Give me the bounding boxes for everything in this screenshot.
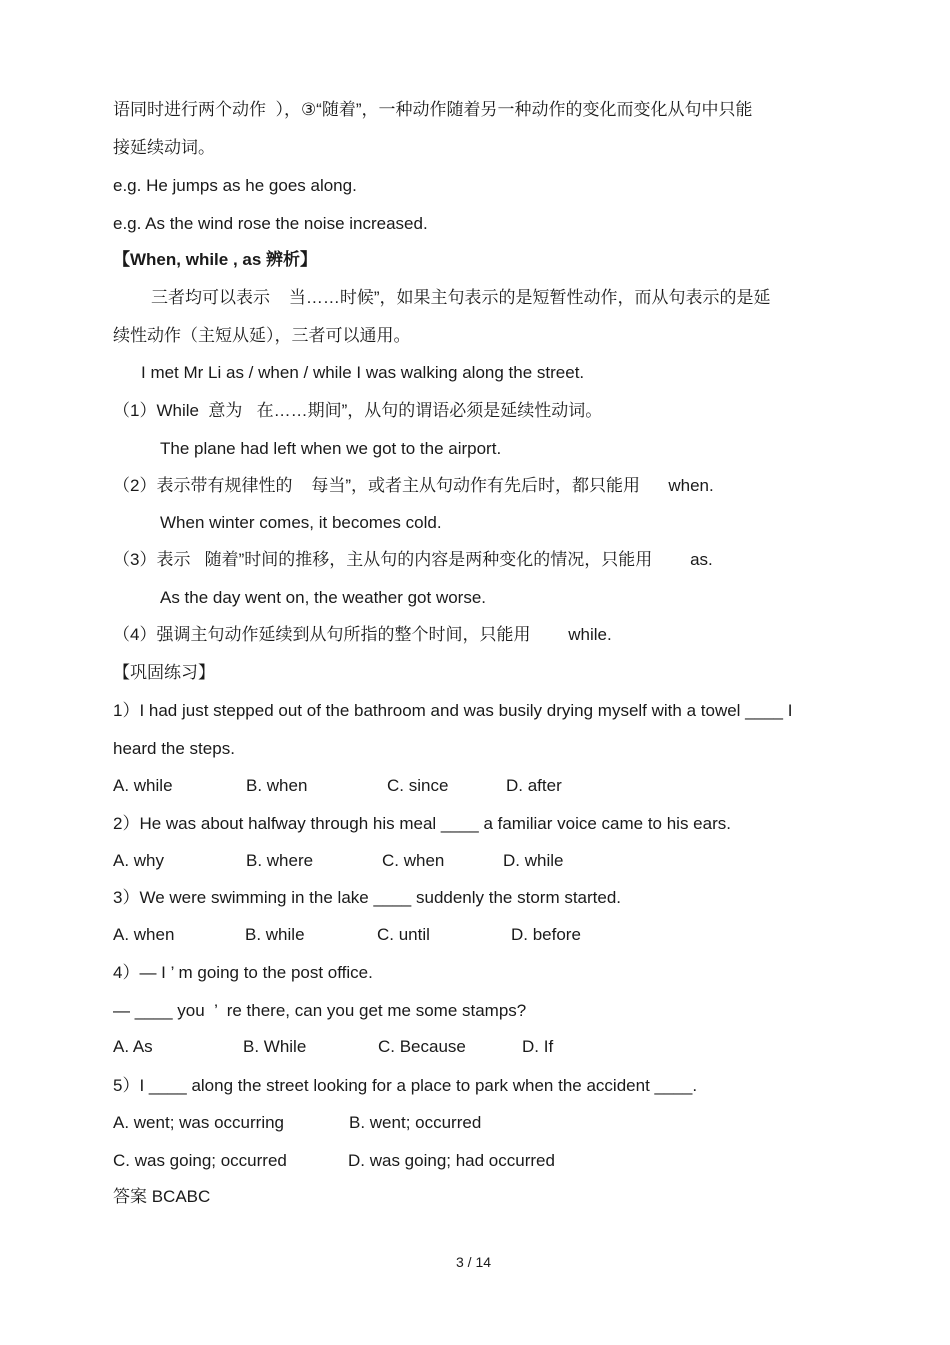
example-sentence: e.g. He jumps as he goes along. [113, 176, 357, 195]
option-d: D. while [503, 851, 564, 870]
example-sentence: The plane had left when we got to the airport. [160, 439, 502, 458]
question-text: 3）We were swimming in the lake ____ suddenly the storm started. [113, 888, 622, 907]
text-line: 续性动作（主短从延），三者可以通用。 [113, 326, 411, 345]
example-sentence: e.g. As the wind rose the noise increased. [113, 214, 428, 233]
option-d: D. was going; had occurred [348, 1151, 555, 1170]
question-text: 5）I ____ along the street looking for a place to park when the accident ____. [113, 1076, 698, 1095]
option-b: B. went; occurred [349, 1113, 482, 1132]
section-heading: 【巩固练习】 [113, 663, 215, 682]
text-line: 语同时进行两个动作 ），③“随着”，一种动作随着另一种动作的变化而变化从句中只能 [113, 100, 753, 119]
option-c: C. until [377, 925, 430, 944]
option-a: A. when [113, 925, 175, 944]
option-b: B. when [246, 776, 308, 795]
example-sentence: I met Mr Li as / when / while I was walking along the street. [141, 363, 585, 382]
text-line: 接延续动词。 [113, 138, 215, 157]
rule-item: （2）表示带有规律性的 每当”，或者主从句动作有先后时，都只能用 when. [113, 476, 714, 495]
option-c: C. was going; occurred [113, 1151, 287, 1170]
option-c: C. since [387, 776, 449, 795]
option-c: C. Because [378, 1037, 466, 1056]
option-c: C. when [382, 851, 445, 870]
section-heading: 【When, while , as 辨析】 [113, 250, 318, 269]
rule-item: （4）强调主句动作延续到从句所指的整个时间，只能用 while. [113, 625, 612, 644]
option-b: B. where [246, 851, 314, 870]
option-d: D. before [511, 925, 581, 944]
question-text: 1）I had just stepped out of the bathroom and was busily drying myself with a towel ____ I [113, 701, 793, 720]
option-d: D. after [506, 776, 562, 795]
option-b: B. while [245, 925, 305, 944]
option-a: A. As [113, 1037, 153, 1056]
option-d: D. If [522, 1037, 554, 1056]
option-a: A. went; was occurring [113, 1113, 285, 1132]
example-sentence: When winter comes, it becomes cold. [160, 513, 442, 532]
question-text: 2）He was about halfway through his meal ____ a familiar voice came to his ears. [113, 814, 731, 833]
option-a: A. while [113, 776, 173, 795]
example-sentence: As the day went on, the weather got worse. [160, 588, 487, 607]
option-a: A. why [113, 851, 165, 870]
rule-item: （3）表示 随着”时间的推移，主从句的内容是两种变化的情况，只能用 as. [113, 550, 713, 569]
question-text: heard the steps. [113, 739, 235, 758]
page-number: 3 / 14 [456, 1254, 492, 1270]
text-line: 三者均可以表示 当……时候”，如果主句表示的是短暂性动作，而从句表示的是延 [151, 288, 771, 307]
question-text: — ____ you ’ re there, can you get me some stamps? [113, 1001, 527, 1020]
rule-item: （1）While 意为 在……期间”，从句的谓语必须是延续性动词。 [113, 401, 603, 420]
option-b: B. While [243, 1037, 307, 1056]
answer-key: 答案 BCABC [113, 1187, 211, 1206]
question-text: 4）— I ’ m going to the post office. [113, 963, 373, 982]
